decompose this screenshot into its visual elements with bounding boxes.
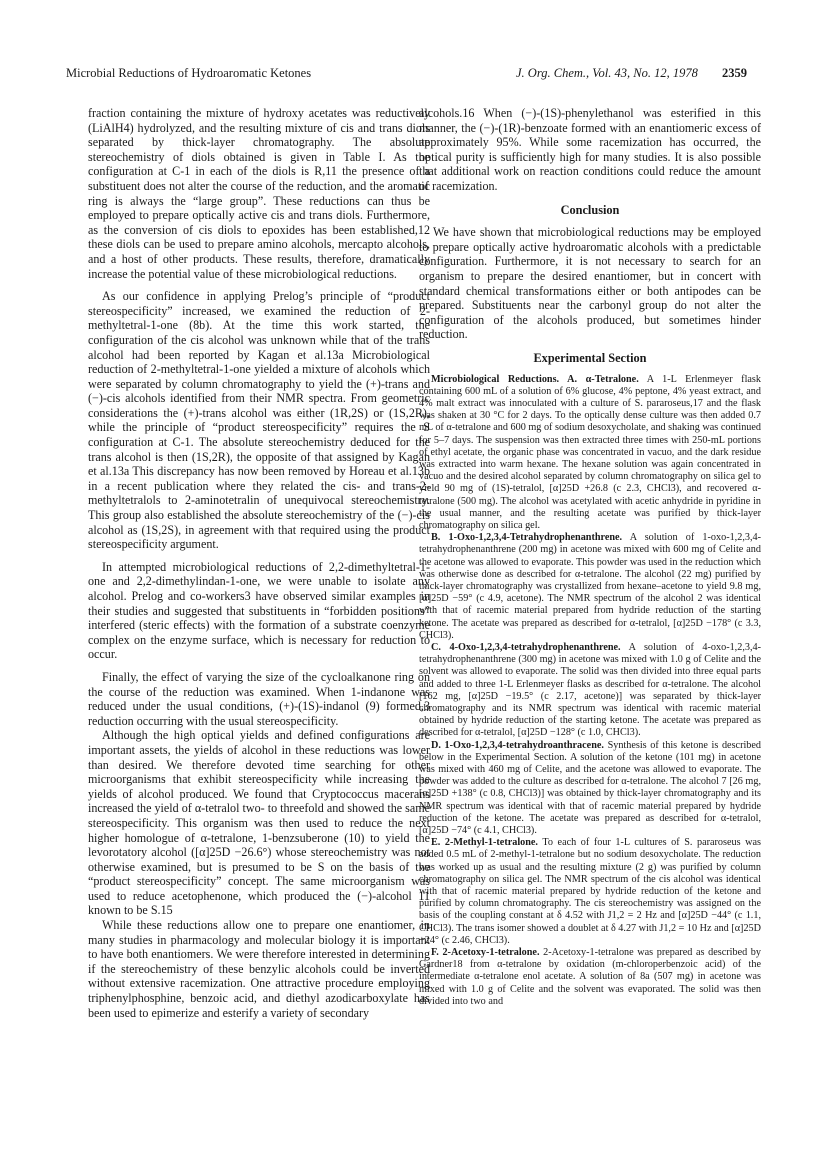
experimental-paragraph: [419, 642, 761, 740]
paragraph: alcohols.16 When (−)-(1S)-phenylethanol was esterified in this manner, the (−)-(1R)-benzoate formed with an enantiomeric excess of approximately 95%. While some racemization has occurred, the optical purity is sufficiently high for many studies. It is also possible that additional work on reaction conditions could reduce the amount of racemization.: [419, 106, 761, 193]
experimental-paragraph: [419, 837, 761, 947]
experimental-text: A 1-L Erlenmeyer flask containing 600 mL of a solution of 6% glucose, 4% peptone, 4% yeast extract, and 4% malt extract was innoculated with a culture of S. pararoseus,17 and the flask was shaken at 30 °C for 2 days. To the optically dense culture was then added 0.7 mL of α-tetralone and 600 mg of sodium desoxycholate, and shaking was continued for 5–7 days. The suspension was then extracted three times with 250-mL portions of ethyl acetate, the organic phase was concentrated in vacuo, and the dark residue was extracted into warm hexane. The hexane solution was again concentrated in vacuo and the desired alcohol separated by column chromatography on silica gel to yield 90 mg of (1S)-tetralol, [α]25D +26.8 (c 2.3, CHCl3), and recovered α-tetralone (500 mg). The alcohol was acetylated with acetic anhydride in pyridine in the usual manner, and the resulting acetate was purified by thick-layer chromatography on silica gel.: [419, 373, 761, 531]
right-column: [419, 106, 761, 1008]
journal-citation: J. Org. Chem., Vol. 43, No. 12, 1978: [516, 66, 698, 80]
paragraph: fraction containing the mixture of hydroxy acetates was reductively (LiAlH4) hydrolyzed, and the resulting mixture of cis and trans diols separated by thick-layer chromatography. The absolute stereochemistry of diols obtained is given in Table I. As the configuration at C-1 in each of the diols is R,11 the presence of a substituent does not alter the course of the reduction, and the aromatic ring is always the “large group”. These reductions can thus be employed to prepare optically active cis and trans diols. Furthermore, as the conversion of cis diols to epoxides has been established,12 these diols can be used to prepare amino alcohols, mercapto alcohols, and a host of other products. These results, therefore, dramatically increase the potential value of these microbiological reductions.: [88, 106, 430, 281]
experimental-paragraph: [419, 740, 761, 838]
paragraph: Finally, the effect of varying the size of the cycloalkanone ring on the course of the reduction was examined. When 1-indanone was reduced under the usual conditions, (+)-(1S)-indanol (9) formed,3 reduction occurring with the usual stereospecificity.: [88, 669, 430, 728]
paragraph: Although the high optical yields and defined configurations are important assets, the yields of alcohol in these reductions was lower than desired. We therefore devoted time searching for other microorganisms that exhibit stereospecificity while increasing the yields of alcohol produced. We found that Cryptococcus macerans increased the yield of α-tetralol two- to threefold and showed the same stereospecificity. This organism was then used to reduce the next higher homologue of α-tetralone, 1-benzsuberone (10) to yield the levorotatory alcohol ([α]25D −26.6°) whose stereochemistry was not otherwise examined, but is presumed to be S on the basis of the “product stereospecificity” concept. The same microorganism was used to reduce acetophenone, which produced the (−)-alcohol 11 known to be S.15: [88, 728, 430, 918]
left-column: [88, 106, 430, 1020]
experimental-text: A solution of 4-oxo-1,2,3,4-tetrahydrophenanthrene (300 mg) in acetone was mixed with 1.0 g of Celite and the solvent was allowed to evaporate. The solid was then divided into three equal parts and added to three 1-L Erlenmeyer flasks as described for α-tetralone. The alcohol [162 mg, [α]25D −19.5° (c 2.17, acetone)] was separated by thick-layer chromatography and its NMR spectrum was identical with racemic material obtained by hydride reduction of the starting ketone. The acetate was prepared as described for α-tetralol, [α]25D −128° (c 1.0, CHCl3).: [419, 641, 761, 739]
paragraph: In attempted microbiological reductions of 2,2-dimethyltetral-1-one and 2,2-dimethylindan-1-one, we were unable to isolate any alcohol. Prelog and co-workers3 have observed similar examples in their studies and suggested that substituents in “forbidden positions” interfered (steric effects) with the formation of a substrate coenzyme complex on the enzyme surface, which is necessary for reduction to occur.: [88, 559, 430, 662]
experimental-text: 2-Acetoxy-1-tetralone was prepared as described by Gardner18 from α-tetralone by oxidation (m-chloroperbenzoic acid) of the intermediate α-tetralone enol acetate. A solution of 8a (507 mg) in acetone was mixed with 1.0 g of Celite and the solvent was evaporated. The solid was then divided into two and: [419, 947, 761, 1007]
experimental-subheading: B. 1-Oxo-1,2,3,4-Tetrahydrophenanthrene.: [431, 532, 623, 544]
paragraph: While these reductions allow one to prepare one enantiomer, in many studies in pharmacology and molecular biology it is important to have both enantiomers. We were therefore interested in determining if the stereochemistry of these benzylic alcohols could be inverted without extensive racemization. One attractive procedure employing triphenylphosphine, benzoic acid, and diethyl azodicarboxylate has been used to epimerize and esterify a variety of secondary: [88, 918, 430, 1020]
experimental-subheading: D. 1-Oxo-1,2,3,4-tetrahydroanthracene.: [431, 739, 604, 751]
page-number: 2359: [722, 66, 747, 80]
page-header: [0, 0, 827, 80]
experimental-paragraph: [419, 947, 761, 1008]
experimental-text: To each of four 1-L cultures of S. pararoseus was added 0.5 mL of 2-methyl-1-tetralone but no sodium desoxycholate. The reduction was worked up as usual and the resulting mixture (2 g) was purified by column chromatography on silica gel. The NMR spectrum of the cis alcohol was identical with that of racemic material prepared by hydride reduction of the ketone and purified by column chromatography. The cis stereochemistry was assigned on the basis of the coupling constant at δ 4.52 with J1,2 = 2 Hz and [α]25D −44° (c 1.1, CHCl3). The trans isomer showed a doublet at δ 4.27 with J1,2 = 10 Hz and [α]25D +24° (c 2.46, CHCl3).: [419, 837, 761, 946]
paragraph: As our confidence in applying Prelog’s principle of “product stereospecificity” increased, we examined the reduction of 2-methyltetral-1-one (8b). At the time this work started, the configuration of the cis alcohol was unknown while that of the trans alcohol had been reported by Kagan et al.13a Microbiological reduction of 2-methyltetral-1-one yielded a mixture of alcohols which were separated by column chromatography to yield the (+)-trans and (−)-cis alcohols identified from their NMR spectra. From geometric considerations the (+)-trans alcohol was either (1R,2S) or (1S,2R), while the principle of “product stereospecificity” requires the S configuration at C-1. The absolute stereochemistry deduced for the trans alcohol is then (1S,2R), the opposite of that assigned by Kagan et al.13a This discrepancy has now been removed by Horeau et al.13b in a recent publication where they related the cis- and trans-2-methyltetralols to 2-aminotetralin of unequivocal stereochemistry. This group also established the absolute stereochemistry of the (−)-cis alcohol as (1S,2S), in agreement with that required using the product stereospecificity argument.: [88, 289, 430, 552]
experimental-subheading: E. 2-Methyl-1-tetralone.: [431, 837, 538, 849]
experimental-subheading: Microbiological Reductions. A. α-Tetralone.: [431, 373, 639, 385]
experimental-text: A solution of 1-oxo-1,2,3,4-tetrahydrophenanthrene (200 mg) in acetone was mixed with 600 mg of Celite and the acetone was allowed to evaporate. This powder was used in the reduction which was otherwise done as described for α-tetralone. The alcohol (22 mg) purified by thick-layer chromatography was crystallized from hexane–acetone to yield 9.8 mg, [α]25D −59° (c 4.9, acetone). The NMR spectrum of the alcohol 2 was identical with that of racemic material prepared from hydride reduction of the starting ketone. The acetate was prepared as described for α-tetralol, [α]25D −178° (c 3.3, CHCl3).: [419, 532, 761, 641]
experimental-text: Synthesis of this ketone is described below in the Experimental Section. A solution of the ketone (101 mg) in acetone was mixed with 460 mg of Celite, and the acetone was allowed to evaporate. The powder was added to the culture as described for α-tetralone. The alcohol 7 [26 mg, [α]25D +138° (c 0.8, CHCl3)] was obtained by thick-layer chromatography and its NMR spectrum was identical with that of racemic material prepared by hydride reduction of the ketone. The acetate was prepared as described for α-tetralol, [α]25D −74° (c 4.1, CHCl3).: [419, 739, 762, 837]
conclusion-heading: Conclusion: [560, 202, 620, 217]
experimental-subheading: C. 4-Oxo-1,2,3,4-tetrahydrophenanthrene.: [431, 641, 621, 653]
experimental-subheading: F. 2-Acetoxy-1-tetralone.: [431, 947, 540, 959]
experimental-paragraph: [419, 374, 761, 533]
experimental-heading: Experimental Section: [533, 350, 647, 365]
running-title: Microbial Reductions of Hydroaromatic Ketones: [66, 66, 312, 80]
experimental-paragraph: [419, 532, 761, 642]
conclusion-paragraph: We have shown that microbiological reductions may be employed to prepare optically active hydroaromatic alcohols with a predictable configuration. Furthermore, it is not necessary to search for an organism to prepare the desired enantiomer, but in concert with standard chemical transformations either or both antipodes can be prepared. Substituents near the carbonyl group do not alter the configuration of the alcohols produced, but sometimes hinder reduction.: [419, 225, 761, 342]
